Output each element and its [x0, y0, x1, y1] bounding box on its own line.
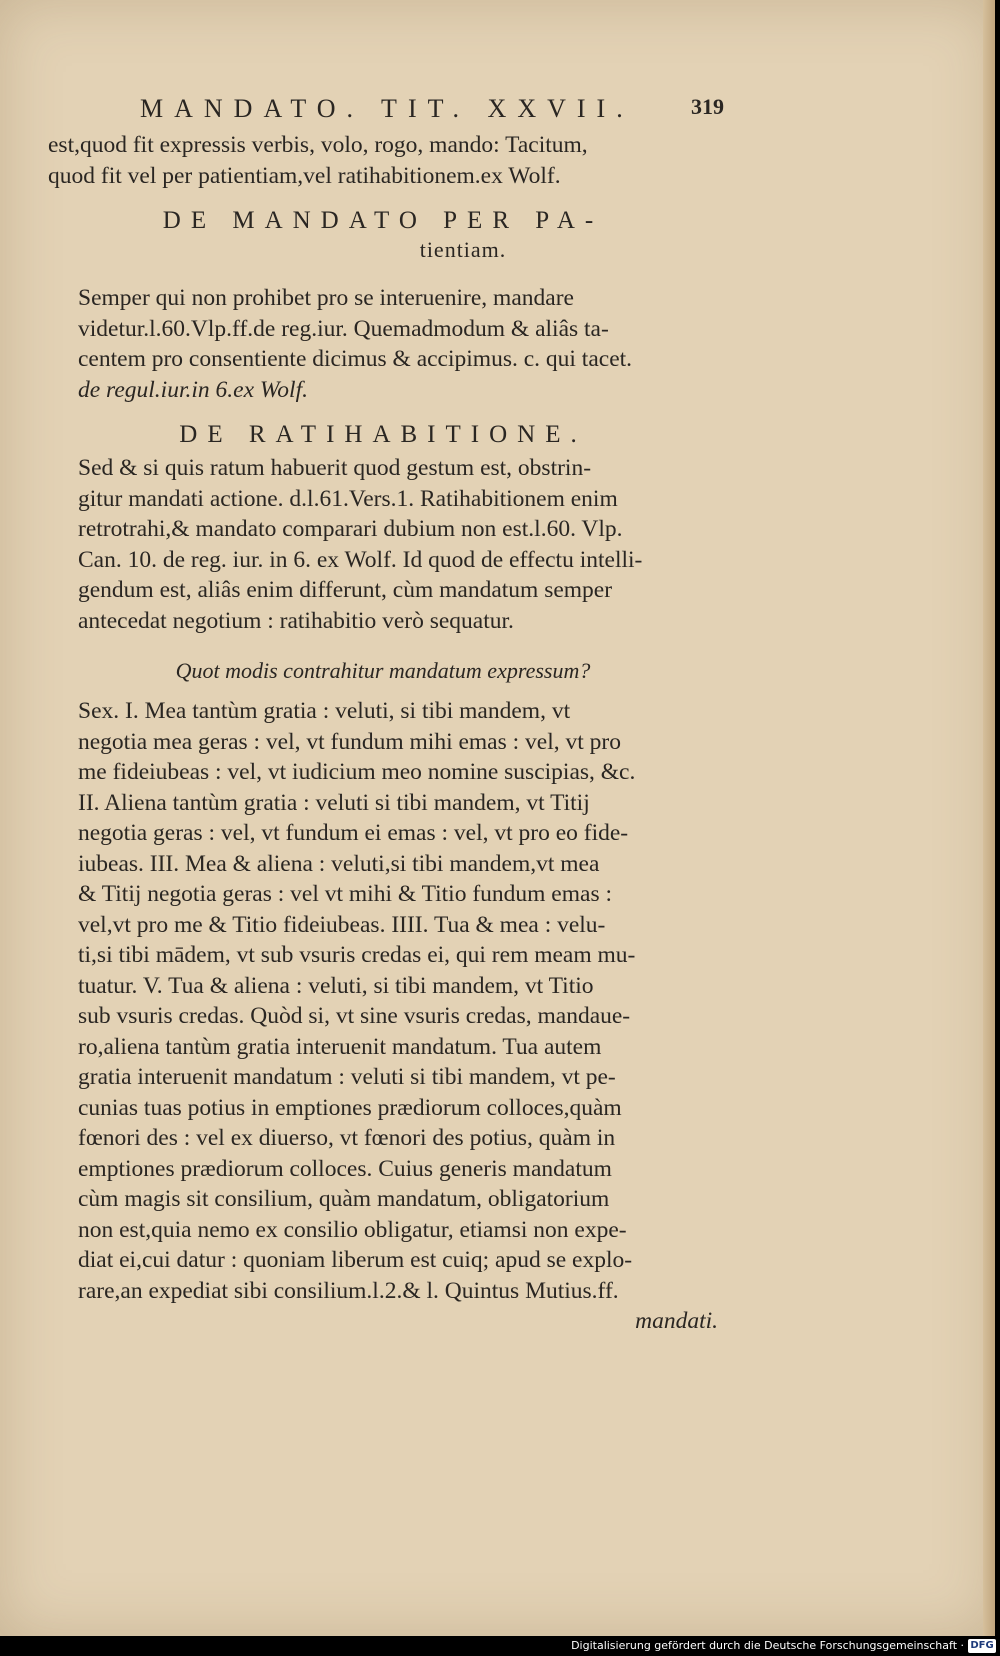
- text-line: ro,aliena tantùm gratia interuenit mandatum. Tua autem: [78, 1033, 602, 1060]
- text-line: ti,si tibi mādem, vt sub vsuris credas ei, qui rem meam mu-: [78, 942, 636, 968]
- text-line: non est,quia nemo ex consilio obligatur, etiamsi non expe-: [78, 1216, 627, 1243]
- patientia-paragraph: [48, 283, 718, 405]
- text-line: antecedat negotium : ratihabitio verò sequatur.: [78, 607, 514, 634]
- section-heading-patientia: DE MANDATO PER PA-: [162, 207, 604, 234]
- text-line: iubeas. III. Mea & aliena : veluti,si tibi mandem,vt mea: [78, 850, 600, 877]
- text-line: Can. 10. de reg. iur. in 6. ex Wolf. Id quod de effectu intelli-: [78, 546, 643, 573]
- text-line: cunias tuas potius in emptiones prædiorum colloces,quàm: [78, 1094, 622, 1121]
- page-number: 319: [691, 94, 724, 119]
- text-line: vel,vt pro me & Titio fideiubeas. IIII. Tua & mea : velu-: [78, 911, 606, 938]
- text-line: videtur.l.60.Vlp.ff.de reg.iur. Quemadmodum & aliâs ta-: [78, 315, 609, 342]
- text-line: Semper qui non prohibet pro se interuenire, mandare: [78, 285, 574, 311]
- question-heading: Quot modis contrahitur mandatum expressum?: [175, 658, 591, 683]
- text-line: II. Aliena tantùm gratia : veluti si tibi mandem, vt Titij: [78, 789, 590, 816]
- text-line: negotia mea geras : vel, vt fundum mihi emas : vel, vt pro: [78, 728, 621, 755]
- page-edge: [983, 0, 995, 1636]
- funding-credit: Digitalisierung gefördert durch die Deutsche Forschungsgemeinschaft ·: [571, 1639, 964, 1652]
- text-line: Sed & si quis ratum habuerit quod gestum est, obstrin-: [78, 455, 592, 481]
- text-line: est,quod fit expressis verbis, volo, rogo, mando: Tacitum,: [48, 132, 588, 158]
- page-text-column: [48, 90, 724, 1337]
- text-line: retrotrahi,& mandato comparari dubium non est.l.60. Vlp.: [78, 516, 623, 542]
- text-line: emptiones prædiorum colloces. Cuius generis mandatum: [78, 1155, 612, 1182]
- text-line: tuatur. V. Tua & aliena : veluti, si tibi mandem, vt Titio: [78, 972, 594, 999]
- section-heading-ratihabitio: DE RATIHABITIONE.: [179, 421, 587, 448]
- sex-modi-paragraph: [48, 696, 718, 1337]
- text-line: gendum est, aliâs enim differunt, cùm mandatum semper: [78, 577, 613, 603]
- text-line: cùm magis sit consilium, quàm mandatum, obligatorium: [78, 1186, 610, 1212]
- text-line: quod fit vel per patientiam,vel ratihabitionem.ex Wolf.: [48, 162, 561, 189]
- ratihabitio-paragraph: [48, 453, 718, 636]
- text-line: Sex. I. Mea tantùm gratia : veluti, si tibi mandem, vt: [78, 698, 571, 724]
- section-subheading-patientia: tientiam.: [419, 237, 507, 262]
- running-head: [48, 90, 724, 130]
- text-line: & Titij negotia geras : vel vt mihi & Titio fundum emas :: [78, 881, 612, 907]
- digitization-footer: [0, 1636, 1000, 1656]
- text-line-catchword: mandati.: [635, 1308, 718, 1334]
- running-head-title: MANDATO. TIT. XXVII.: [140, 94, 634, 123]
- text-line: sub vsuris credas. Quòd si, vt sine vsuris credas, mandaue-: [78, 1003, 631, 1029]
- text-line: me fideiubeas : vel, vt iudicium meo nomine suscipias, &c.: [78, 759, 636, 785]
- text-line: centem pro consentiente dicimus & accipimus. c. qui tacet.: [78, 346, 633, 372]
- dfg-logo: DFG: [968, 1639, 996, 1653]
- text-line: fœnori des : vel ex diuerso, vt fœnori des potius, quàm in: [78, 1125, 616, 1151]
- text-line: diat ei,cui datur : quoniam liberum est cuiq; apud se explo-: [78, 1247, 633, 1273]
- text-line: gitur mandati actione. d.l.61.Vers.1. Ratihabitionem enim: [78, 485, 618, 512]
- text-line: gratia interuenit mandatum : veluti si tibi mandem, vt pe-: [78, 1064, 616, 1090]
- intro-paragraph: [48, 130, 718, 191]
- text-line: rare,an expediat sibi consilium.l.2.& l. Quintus Mutius.ff.: [78, 1277, 619, 1304]
- text-line: negotia geras : vel, vt fundum ei emas : vel, vt pro eo fide-: [78, 820, 629, 846]
- text-line: de regul.iur.in 6.ex Wolf.: [78, 376, 308, 403]
